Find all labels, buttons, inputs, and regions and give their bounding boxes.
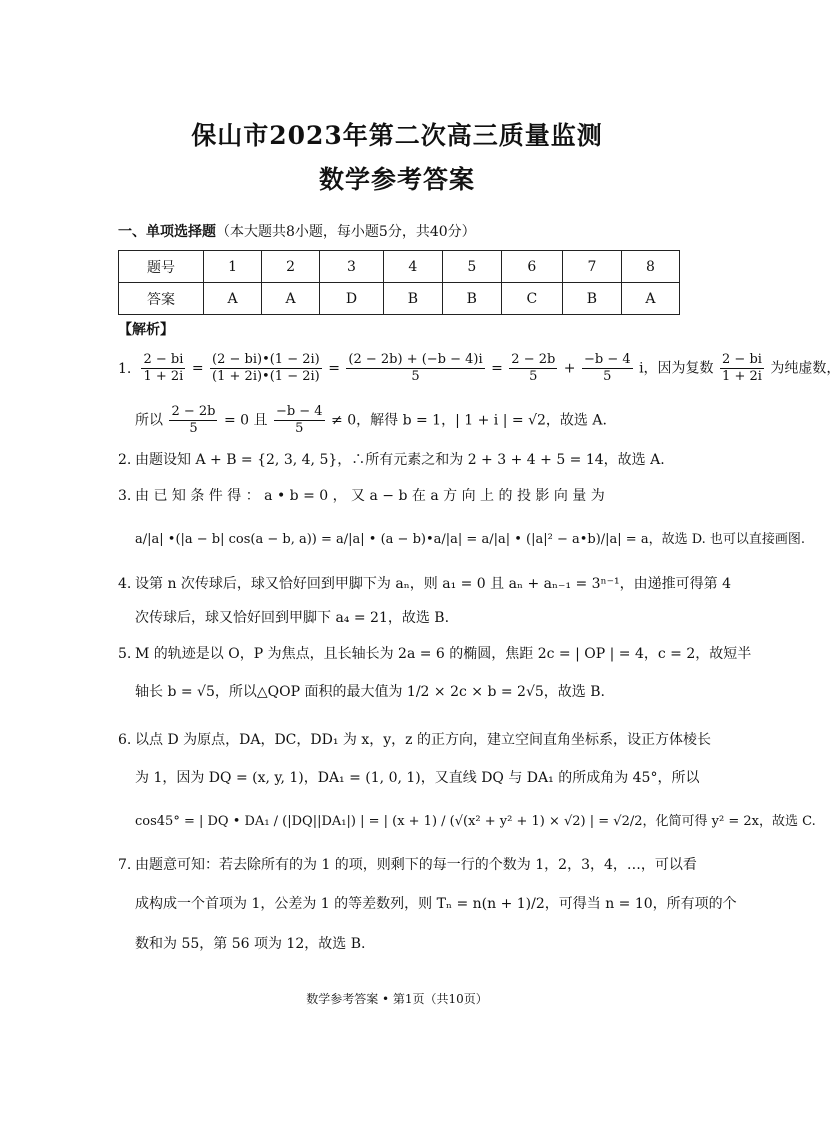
numerator: 2 − bi xyxy=(722,352,762,367)
table-cell: 8 xyxy=(621,251,679,283)
q4-number: 4. xyxy=(118,576,132,592)
table-cell: 1 xyxy=(204,251,262,283)
table-row-answers xyxy=(119,283,680,315)
fraction xyxy=(169,404,217,437)
q1-line2 xyxy=(135,404,607,437)
table-cell: D xyxy=(320,283,384,315)
q2-number: 2. xyxy=(118,452,132,468)
table-cell: B xyxy=(442,283,501,315)
q4-text-1: 设第 n 次传球后，球又恰好回到甲脚下为 aₙ，则 a₁ = 0 且 aₙ + aₙ₋₁ = 3ⁿ⁻¹，由递推可得第 4 xyxy=(135,576,732,592)
denominator: 5 xyxy=(295,421,304,436)
table-cell: A xyxy=(621,283,679,315)
fraction xyxy=(346,352,484,385)
q7-line2: 成构成一个首项为 1，公差为 1 的等差数列，则 Tₙ = n(n + 1)/2，可得当 n = 10，所有项的个 xyxy=(135,896,737,912)
q3-number: 3. xyxy=(118,488,132,504)
text-run: i，因为复数 xyxy=(639,360,714,377)
denominator: 1 + 2i xyxy=(143,369,184,384)
equals-sign: = xyxy=(191,360,204,377)
table-header-cell: 题号 xyxy=(119,251,204,283)
q5-number: 5. xyxy=(118,646,132,662)
q3-line1 xyxy=(118,486,605,506)
text-run: 为纯虚数， xyxy=(770,360,840,377)
q7-line3: 数和为 55，第 56 项为 12，故选 B. xyxy=(135,936,366,952)
fraction xyxy=(274,404,325,437)
table-cell: A xyxy=(204,283,262,315)
fraction xyxy=(509,352,557,385)
q1-line1 xyxy=(118,352,840,385)
q7-line1 xyxy=(118,855,697,875)
table-cell: 4 xyxy=(383,251,442,283)
q4-line1 xyxy=(118,574,731,594)
denominator: 1 + 2i xyxy=(722,369,762,384)
equals-sign: = xyxy=(328,360,340,377)
numerator: 2 − 2b xyxy=(511,352,556,367)
text-run: = 0 且 xyxy=(223,412,268,429)
plus-sign: + xyxy=(563,360,576,377)
q3-text-1: 由 已 知 条 件 得 ： a • b = 0 ， 又 a − b 在 a 方 向 上 的 投 影 向 量 为 xyxy=(135,488,605,504)
q6-number: 6. xyxy=(118,732,132,748)
table-cell: 7 xyxy=(562,251,621,283)
numerator: −b − 4 xyxy=(275,404,323,419)
fraction xyxy=(720,352,764,385)
q6-line3: cos45° = | DQ • DA₁ / (|DQ||DA₁|) | = | (x + 1) / (√(x² + y² + 1) × √2) | = √2/2，化简可得 y² = 2x，故选 C. xyxy=(135,814,816,829)
fraction xyxy=(210,352,322,385)
table-cell: 5 xyxy=(442,251,501,283)
table-cell: 2 xyxy=(262,251,320,283)
answer-table xyxy=(118,250,680,315)
page-footer: 数学参考答案 • 第1页（共10页） xyxy=(306,992,488,1006)
q3-line2: a/|a| •(|a − b| cos(a − b, a)) = a/|a| • (a − b)•a/|a| = a/|a| • (|a|² − a•b)/|a| = a，故选 D. 也可以直接画图. xyxy=(135,532,806,547)
denominator: 5 xyxy=(603,369,612,384)
text-run: 所以 xyxy=(135,412,163,429)
equals-sign: = xyxy=(491,360,503,377)
numerator: −b − 4 xyxy=(583,352,631,367)
q7-text-1: 由题意可知：若去除所有的为 1 的项，则剩下的每一行的个数为 1，2，3，4，…，可以看 xyxy=(135,857,697,873)
numerator: 2 − bi xyxy=(143,352,184,367)
q5-line2: 轴长 b = √5，所以△QOP 面积的最大值为 1/2 × 2c × b = 2√5，故选 B. xyxy=(135,684,605,700)
q5-text-1: M 的轨迹是以 O，P 为焦点，且长轴长为 2a = 6 的椭圆，焦距 2c = | OP | = 4，c = 2，故短半 xyxy=(135,646,752,662)
q1-number: 1. xyxy=(118,360,132,377)
doc-subtitle: 数学参考答案 xyxy=(318,165,475,194)
denominator: (1 + 2i)•(1 − 2i) xyxy=(212,369,320,384)
text-run: ≠ 0，解得 b = 1，| 1 + i | = √2，故选 A. xyxy=(331,412,607,429)
fraction xyxy=(582,352,633,385)
q6-line1 xyxy=(118,730,711,750)
q2-line xyxy=(118,450,665,470)
table-cell: B xyxy=(562,283,621,315)
section-note: （本大题共8小题，每小题5分，共40分） xyxy=(216,224,476,240)
table-header-cell: 答案 xyxy=(119,283,204,315)
table-cell: A xyxy=(262,283,320,315)
denominator: 5 xyxy=(411,369,420,384)
numerator: (2 − 2b) + (−b − 4)i xyxy=(348,352,483,367)
table-cell: 6 xyxy=(501,251,562,283)
denominator: 5 xyxy=(529,369,538,384)
q2-text: 由题设知 A + B = {2, 3, 4, 5}，∴所有元素之和为 2 + 3 + 4 + 5 = 14，故选 A. xyxy=(135,452,665,468)
section-heading xyxy=(118,221,476,241)
denominator: 5 xyxy=(189,421,198,436)
analysis-label: 【解析】 xyxy=(118,322,174,338)
fraction xyxy=(141,352,185,385)
q7-number: 7. xyxy=(118,857,132,873)
q5-line1 xyxy=(118,644,751,664)
q6-text-1: 以点 D 为原点，DA，DC，DD₁ 为 x，y，z 的正方向，建立空间直角坐标系，设正方体棱长 xyxy=(135,732,711,748)
table-cell: 3 xyxy=(320,251,384,283)
numerator: 2 − 2b xyxy=(171,404,216,419)
doc-title: 保山市2023年第二次高三质量监测 xyxy=(191,121,603,150)
table-cell: B xyxy=(383,283,442,315)
q6-line2: 为 1，因为 DQ = (x, y, 1)，DA₁ = (1, 0, 1)，又直线 DQ 与 DA₁ 的所成角为 45°，所以 xyxy=(135,770,700,786)
numerator: (2 − bi)•(1 − 2i) xyxy=(212,352,320,367)
table-cell: C xyxy=(501,283,562,315)
q4-line2: 次传球后，球又恰好回到甲脚下 a₄ = 21，故选 B. xyxy=(135,610,450,626)
table-row-numbers xyxy=(119,251,680,283)
section-title: 一、单项选择题 xyxy=(118,224,216,240)
